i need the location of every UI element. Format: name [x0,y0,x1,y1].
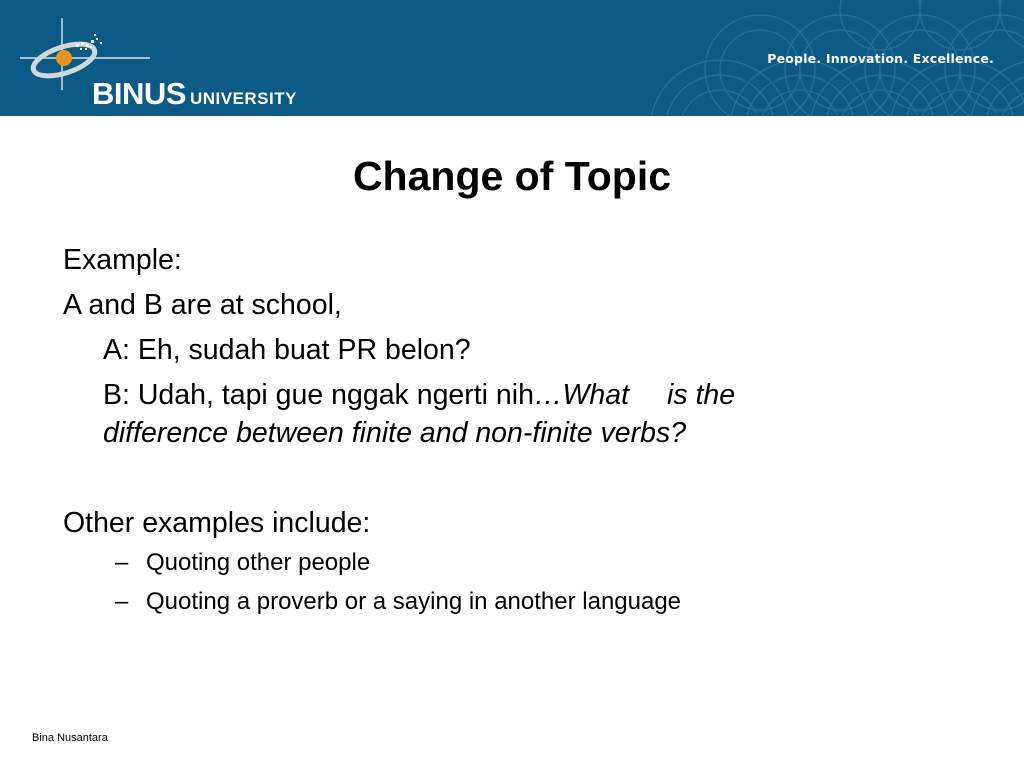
dialogue-line-b-text: B: Udah, tapi gue nggak ngerti nih [103,379,534,411]
header-banner [0,0,1024,116]
logo-brand-text: BINUS [92,76,186,111]
list-item [115,587,681,617]
other-examples-label: Other examples include: [63,507,371,539]
dialogue-line-b [103,377,735,413]
list-dash: – [115,549,129,576]
logo-suffix-text: UNIVERSITY [189,89,297,108]
logo-wordmark [92,78,297,109]
dialogue-line-b-continued: difference between finite and non-finite verbs? [103,417,687,449]
list-item-text: Quoting a proverb or a saying in another language [146,588,682,615]
list-item [115,548,370,578]
footer-text: Bina Nusantara [32,732,108,744]
slide-title: Change of Topic [352,153,672,199]
dialogue-ellipsis: … [533,379,563,411]
dialogue-italic-what: What [562,379,629,411]
example-label: Example: [63,244,182,276]
dialogue-italic-is-the: is the [667,379,736,411]
binus-logo [20,14,310,111]
context-line: A and B are at school, [63,289,342,321]
list-item-text: Quoting other people [146,549,371,576]
dialogue-line-a: A: Eh, sudah buat PR belon? [103,334,471,366]
tagline: People. Innovation. Excellence. [767,51,994,66]
list-dash: – [115,588,129,615]
